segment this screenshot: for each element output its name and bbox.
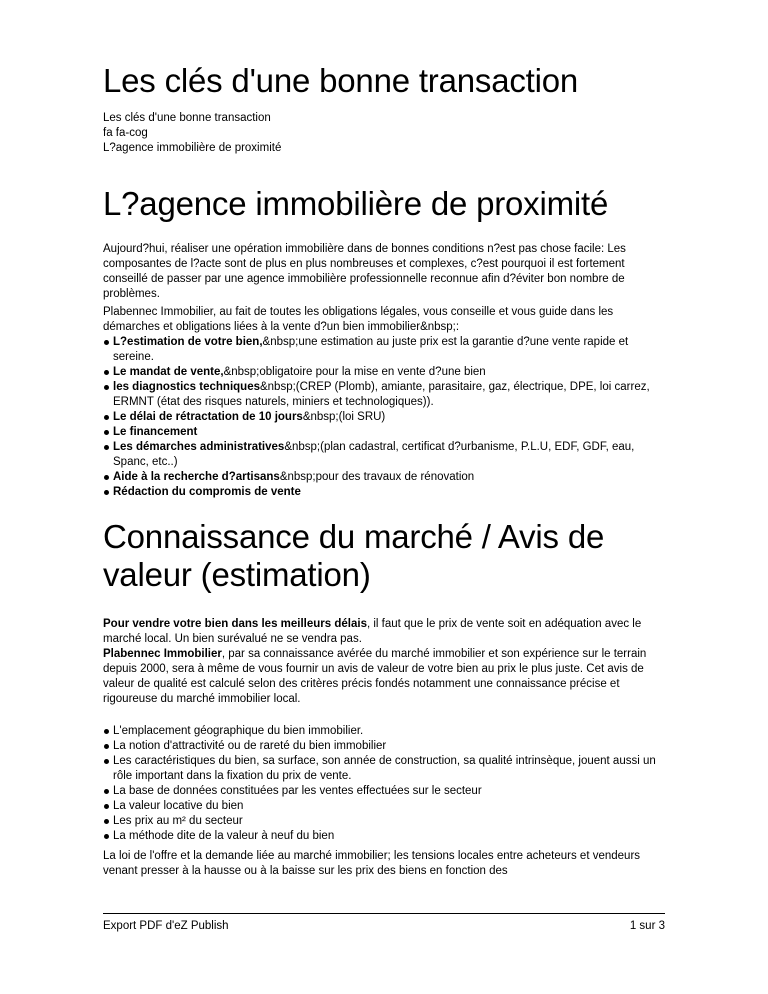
breadcrumb-item[interactable]: L?agence immobilière de proximité <box>103 142 282 154</box>
paragraph-intro: Aujourd?hui, réaliser une opération immobilière dans de bonnes conditions n?est pas chose facile: Les composantes de l?acte sont de plus en plus nombreuses et complexes, c?est pourquoi il est fortement conseillé de passer par une agence immobilière professionnelle reconnue afin d?éviter bon nombre de problèmes. <box>103 243 626 300</box>
list-item <box>103 470 671 485</box>
section-heading-marche: Connaissance du marché / Avis de valeur (estimation) <box>103 518 605 593</box>
breadcrumb-item[interactable]: Les clés d'une bonne transaction <box>103 112 271 124</box>
breadcrumb <box>103 111 281 156</box>
list-item: Les prix au m² du secteur <box>103 814 671 829</box>
page-title: Les clés d'une bonne transaction <box>103 62 579 99</box>
list-item: L'emplacement géographique du bien immobilier. <box>103 724 671 739</box>
paragraph-text: , par sa connaissance avérée du marché immobilier et son expérience sur le terrain depuis 2000, sera à même de vous fournir un avis de valeur de votre bien au prix le plus juste. Cet avis de valeur de qualité est calculé selon des critères précis fondés notamment une connaissance précise et rigoureuse du marché immobilier local. <box>103 648 647 705</box>
list-item <box>103 440 671 470</box>
list-item-bold: L?estimation de votre bien, <box>113 336 263 348</box>
list-item-bold: Le délai de rétractation de 10 jours <box>113 411 303 423</box>
list-item-bold: Rédaction du compromis de vente <box>113 486 301 498</box>
list-item <box>103 425 671 440</box>
list-item-text: &nbsp;(plan cadastral, certificat d?urbanisme, P.L.U, EDF, GDF, eau, Spanc, etc..) <box>113 441 635 468</box>
paragraph-bold: Pour vendre votre bien dans les meilleurs délais <box>103 618 367 630</box>
list-item <box>103 485 671 500</box>
footer-source: Export PDF d'eZ Publish <box>103 920 229 932</box>
paragraph-loi: La loi de l'offre et la demande liée au marché immobilier; les tensions locales entre acheteurs et vendeurs venant presser à la hausse ou à la baisse sur les prix des biens en fonction des <box>103 850 641 877</box>
list-item: Les caractéristiques du bien, sa surface, son année de construction, sa qualité intrinsèque, jouent aussi un rôle important dans la fixation du prix de vente. <box>103 754 671 784</box>
paragraph-marche <box>103 617 671 707</box>
list-item-text: &nbsp;(loi SRU) <box>302 411 386 423</box>
list-item-bold: Le mandat de vente, <box>113 366 224 378</box>
list-item-bold: Aide à la recherche d?artisans <box>113 471 280 483</box>
list-item-text: &nbsp;obligatoire pour la mise en vente d?une bien <box>223 366 486 378</box>
list-item <box>103 380 671 410</box>
list-item: La méthode dite de la valeur à neuf du bien <box>103 829 671 844</box>
criteria-list <box>103 724 671 844</box>
list-item-text: &nbsp;(CREP (Plomb), amiante, parasitaire, gaz, électrique, DPE, loi carrez, ERMNT (état des risques naturels, miniers et technologiques)). <box>113 381 650 408</box>
footer-divider <box>103 913 665 914</box>
obligations-list <box>103 335 671 500</box>
list-item <box>103 365 671 380</box>
list-item-bold: Les démarches administratives <box>113 441 285 453</box>
breadcrumb-item[interactable]: fa fa-cog <box>103 127 148 139</box>
paragraph-bold: Plabennec Immobilier <box>103 648 222 660</box>
list-item: La valeur locative du bien <box>103 799 671 814</box>
list-item <box>103 335 671 365</box>
list-item-bold: Le financement <box>113 426 198 438</box>
list-item-bold: les diagnostics techniques <box>113 381 260 393</box>
footer-page-number: 1 sur 3 <box>629 920 665 932</box>
paragraph-intro-2: Plabennec Immobilier, au fait de toutes les obligations légales, vous conseille et vous guide dans les démarches et obligations liées à la vente d?un bien immobilier&nbsp;: <box>103 306 614 333</box>
list-item: La base de données constituées par les ventes effectuées sur le secteur <box>103 784 671 799</box>
list-item: La notion d'attractivité ou de rareté du bien immobilier <box>103 739 671 754</box>
section-heading-agence: L?agence immobilière de proximité <box>103 185 609 222</box>
list-item <box>103 410 671 425</box>
paragraph-text: , il faut que le prix de vente soit en adéquation avec le marché local. Un bien surévalué ne se vendra pas. <box>103 618 642 645</box>
list-item-text: &nbsp;pour des travaux de rénovation <box>279 471 475 483</box>
list-item-text: &nbsp;une estimation au juste prix est la garantie d?une vente rapide et sereine. <box>113 336 629 363</box>
